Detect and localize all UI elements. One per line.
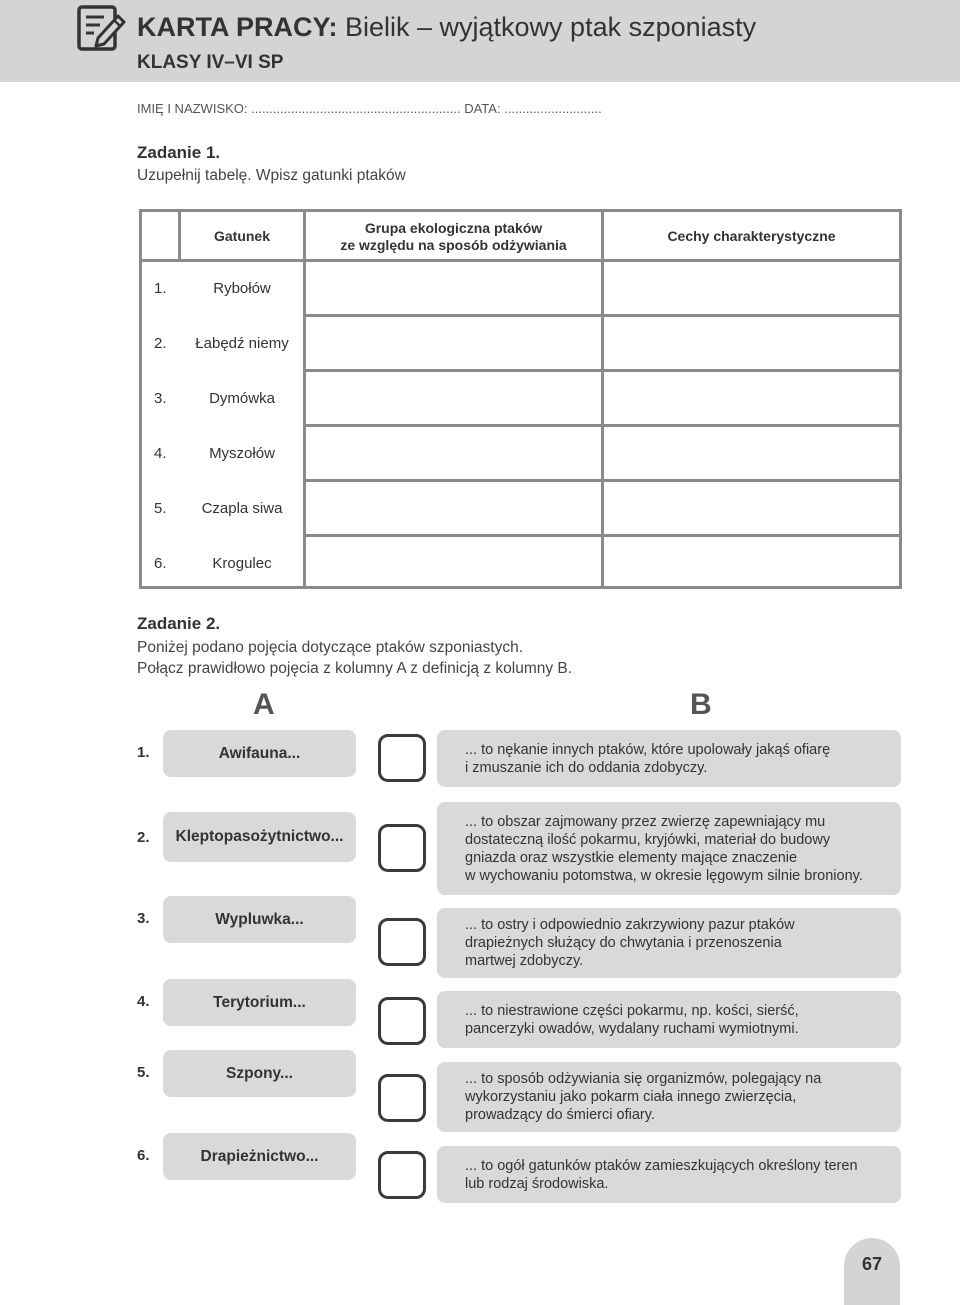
table-divider	[303, 212, 306, 586]
column-b-heading: B	[690, 688, 712, 721]
task2-title: Zadanie 2.	[137, 614, 221, 633]
term-card: Awifauna...	[163, 730, 356, 777]
definition-card: ... to niestrawione części pokarmu, np. kości, sierść, pancerzyki owadów, wydalany ruchami wymiotnymi.	[437, 991, 901, 1048]
table-divider	[303, 424, 899, 427]
answer-box[interactable]	[378, 997, 426, 1045]
row-number: 3.	[154, 389, 167, 407]
task1-instruction: Uzupełnij tabelę. Wpisz gatunki ptaków	[137, 167, 406, 184]
table-divider	[303, 369, 899, 372]
term-card: Kleptopasożytnictwo...	[163, 812, 356, 862]
answer-box[interactable]	[378, 824, 426, 872]
answer-box[interactable]	[378, 734, 426, 782]
page-title: KARTA PRACY: Bielik – wyjątkowy ptak szponiasty	[137, 12, 757, 42]
term-number: 4.	[137, 993, 150, 1010]
row-species: Krogulec	[212, 554, 272, 572]
header-features: Cechy charakterystyczne	[667, 228, 836, 244]
definition-card: ... to sposób odżywiania się organizmów, polegający na wykorzystaniu jako pokarm ciała innego zwierzęcia, prowadzący do śmierci ofiary.	[437, 1062, 901, 1132]
answer-box[interactable]	[378, 1074, 426, 1122]
table-divider	[303, 479, 899, 482]
row-species: Dymówka	[209, 389, 275, 407]
column-a-heading: A	[253, 688, 275, 721]
header-group: Grupa ekologiczna ptaków ze względu na sposób odżywiania	[340, 219, 567, 253]
name-date-field[interactable]: IMIĘ I NAZWISKO: .......................................................... DATA: ...........................	[137, 101, 602, 116]
answer-box[interactable]	[378, 1151, 426, 1199]
term-card: Terytorium...	[163, 979, 356, 1026]
header-band	[0, 0, 960, 82]
row-species: Myszołów	[209, 444, 275, 462]
table-divider	[303, 534, 899, 537]
task2-line1: Poniżej podano pojęcia dotyczące ptaków szponiastych.	[137, 639, 524, 656]
term-card: Szpony...	[163, 1050, 356, 1097]
term-card: Wypluwka...	[163, 896, 356, 943]
term-card: Drapieżnictwo...	[163, 1133, 356, 1180]
term-number: 1.	[137, 744, 150, 761]
worksheet-pencil-icon	[74, 2, 126, 52]
page-number: 67	[844, 1238, 900, 1305]
term-number: 3.	[137, 910, 150, 927]
row-number: 1.	[154, 279, 167, 297]
answer-box[interactable]	[378, 918, 426, 966]
row-number: 5.	[154, 499, 167, 517]
page-subtitle: KLASY IV–VI SP	[137, 52, 284, 73]
definition-card: ... to ostry i odpowiednio zakrzywiony pazur ptaków drapieżnych służący do chwytania i przenoszenia martwej zdobyczy.	[437, 908, 901, 978]
term-number: 6.	[137, 1147, 150, 1164]
header-species: Gatunek	[213, 228, 270, 244]
row-species: Czapla siwa	[201, 499, 283, 517]
term-number: 5.	[137, 1064, 150, 1081]
definition-card: ... to nękanie innych ptaków, które upolowały jakąś ofiarę i zmuszanie ich do oddania zdobyczy.	[437, 730, 901, 787]
term-number: 2.	[137, 829, 150, 846]
table-divider	[303, 314, 899, 317]
row-species: Łabędź niemy	[195, 334, 289, 352]
row-number: 2.	[154, 334, 167, 352]
table-divider	[601, 212, 604, 586]
task2-line2: Połącz prawidłowo pojęcia z kolumny A z definicją z kolumny B.	[137, 660, 573, 677]
row-species: Rybołów	[213, 279, 271, 297]
definition-card: ... to obszar zajmowany przez zwierzę zapewniający mu dostateczną ilość pokarmu, kryjówki, materiał do budowy gniazda oraz wszystkie elementy mające znaczenie w wychowaniu potomstwa, w okresie lęgowym silnie broniony.	[437, 802, 901, 895]
task1-title: Zadanie 1.	[137, 143, 221, 162]
species-table	[139, 209, 902, 589]
row-number: 6.	[154, 554, 167, 572]
row-number: 4.	[154, 444, 167, 462]
definition-card: ... to ogół gatunków ptaków zamieszkujących określony teren lub rodzaj środowiska.	[437, 1146, 901, 1203]
